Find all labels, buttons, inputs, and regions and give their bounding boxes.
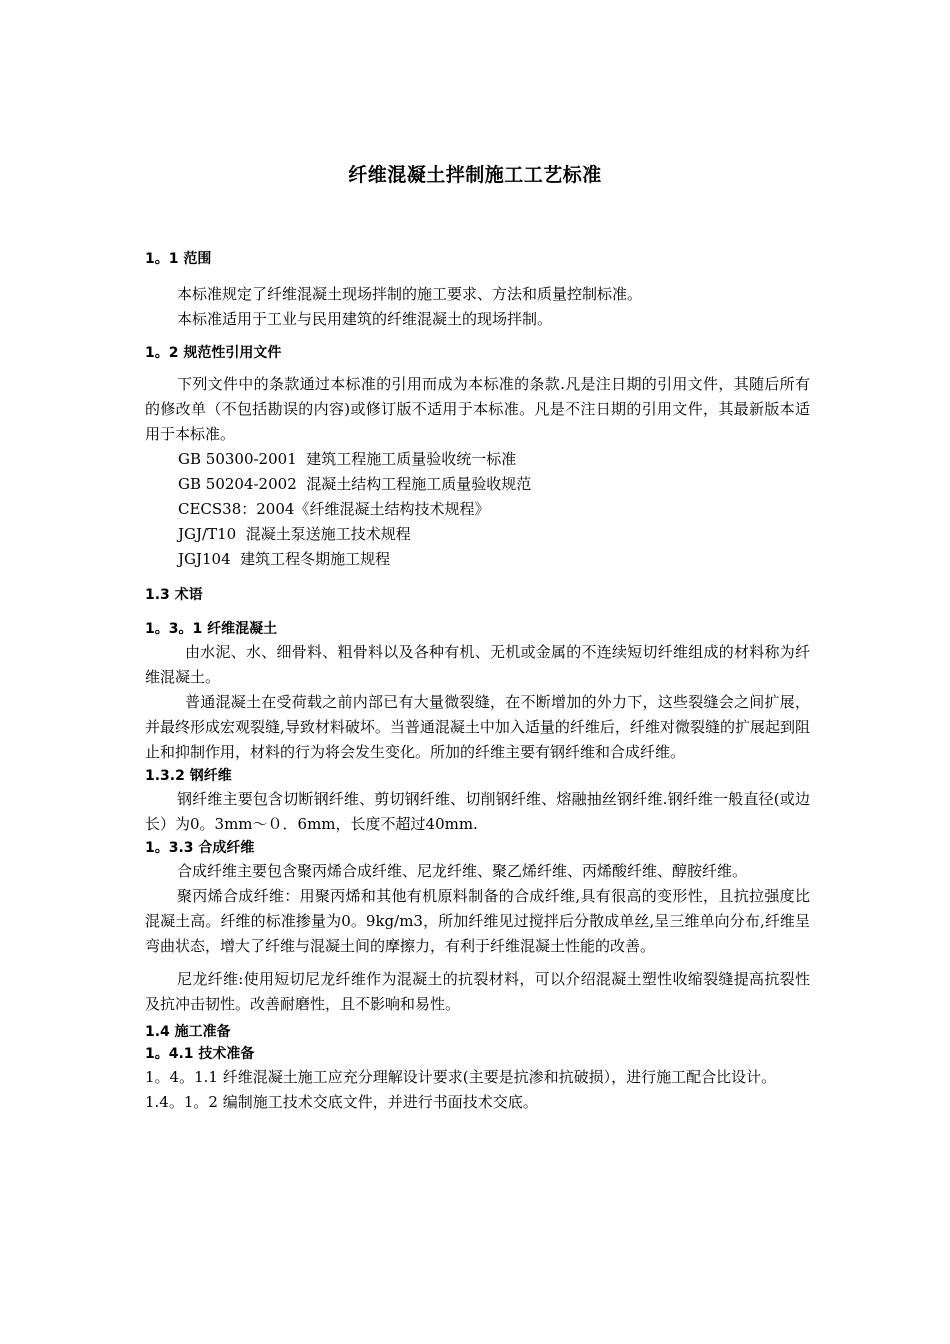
paragraph: 1.4。1。2 编制施工技术交底文件，并进行书面技术交底。 (145, 1093, 538, 1111)
section-heading-1-4: 1.4 施工准备 (145, 1024, 231, 1040)
reference-item: JGJ104 建筑工程冬期施工规程 (178, 550, 391, 568)
reference-item: GB 50300-2001 建筑工程施工质量验收统一标准 (178, 450, 517, 468)
subsection-heading-1-4-1: 1。4.1 技术准备 (145, 1046, 255, 1062)
subsection-heading-1-3-2: 1.3.2 钢纤维 (145, 768, 232, 784)
paragraph: 聚丙烯合成纤维：用聚丙烯和其他有机原料制备的合成纤维,具有很高的变形性，且抗拉强度比混凝土高。纤维的标准掺量为0。9kg/m3，所加纤维见过搅拌后分散成单丝,呈三维单向分布,纤维呈弯曲状态，增大了纤维与混凝土间的摩擦力，有利于纤维混凝土性能的改善。 (145, 887, 810, 955)
subsection-heading-1-3-3: 1。3.3 合成纤维 (145, 840, 255, 856)
paragraph: 由水泥、水、细骨料、粗骨料以及各种有机、无机或金属的不连续短切纤维组成的材料称为纤维混凝土。 (145, 643, 810, 686)
section-heading-1-2: 1。2 规范性引用文件 (145, 345, 282, 361)
reference-item: JGJ/T10 混凝土泵送施工技术规程 (178, 525, 411, 543)
paragraph: 合成纤维主要包含聚丙烯合成纤维、尼龙纤维、聚乙烯纤维、丙烯酸纤维、醇胺纤维。 (177, 862, 748, 880)
reference-item: GB 50204-2002 混凝土结构工程施工质量验收规范 (178, 475, 532, 493)
paragraph: 普通混凝土在受荷载之前内部已有大量微裂缝，在不断增加的外力下，这些裂缝会之间扩展，并最终形成宏观裂缝,导致材料破坏。当普通混凝土中加入适量的纤维后，纤维对微裂缝的扩展起到阻止和抑制作用，材料的行为将会发生变化。所加的纤维主要有钢纤维和合成纤维。 (145, 693, 810, 761)
document-body (145, 248, 810, 1115)
paragraph: 本标准规定了纤维混凝土现场拌制的施工要求、方法和质量控制标准。 (177, 285, 643, 303)
paragraph: 下列文件中的条款通过本标准的引用而成为本标准的条款.凡是注日期的引用文件，其随后所有的修改单（不包括勘误的内容)或修订版不适用于本标准。凡是不注日期的引用文件，其最新版本适用于本标准。 (145, 375, 810, 443)
section-heading-1-3: 1.3 术语 (145, 587, 203, 603)
paragraph: 本标准适用于工业与民用建筑的纤维混凝土的现场拌制。 (177, 310, 553, 328)
subsection-heading-1-3-1: 1。3。1 纤维混凝土 (145, 621, 278, 637)
paragraph: 钢纤维主要包含切断钢纤维、剪切钢纤维、切削钢纤维、熔融抽丝钢纤维.钢纤维一般直径(或边长）为0。3mm～０．6mm，长度不超过40mm. (145, 790, 810, 833)
reference-item: CECS38：2004《纤维混凝土结构技术规程》 (178, 500, 490, 518)
section-heading-1-1: 1。1 范围 (145, 251, 212, 267)
paragraph: 尼龙纤维:使用短切尼龙纤维作为混凝土的抗裂材料，可以介绍混凝土塑性收缩裂缝提高抗裂性及抗冲击韧性。改善耐磨性，且不影响和易性。 (145, 970, 810, 1013)
paragraph: 1。4。1.1 纤维混凝土施工应充分理解设计要求(主要是抗渗和抗破损），进行施工配合比设计。 (145, 1068, 777, 1086)
document-title: 纤维混凝土拌制施工工艺标准 (348, 164, 602, 186)
